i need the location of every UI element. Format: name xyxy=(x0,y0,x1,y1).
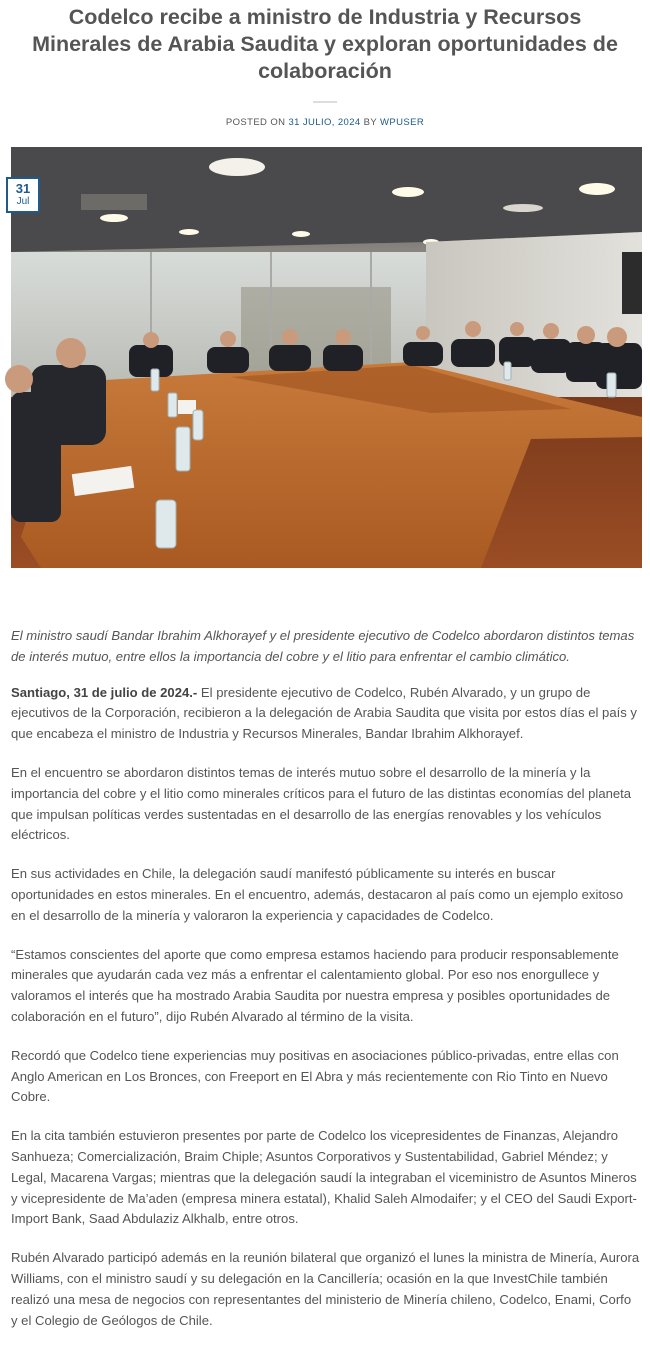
paragraph-5: Recordó que Codelco tiene experiencias muy positivas en asociaciones público-privadas, entre ellas con Anglo American en Los Bronces, con Freeport en El Abra y más recientemente con Rio Tinto en Nuevo Cobre. xyxy=(11,1047,619,1105)
paragraph-6: En la cita también estuvieron presentes por parte de Codelco los vicepresidentes de Finanzas, Alejandro Sanhueza; Comercialización, Braim Chiple; Asuntos Corporativos y Sustentabilidad, Gabriel Méndez; y Legal, Macarena Vargas; mientras que la delegación saudí la integraban el viceministro de Asuntos Mineros y vicepresidente de Ma’aden (empresa minera estatal), Khalid Saleh Almodaifer; y el CEO del Saudi Export-Import Bank, Saad Abdulaziz Alkhalb, entre otros. xyxy=(11,1128,637,1227)
article-body xyxy=(11,626,641,1349)
paragraph-1 xyxy=(11,683,641,745)
by-label: BY xyxy=(363,117,377,128)
featured-image xyxy=(11,147,642,568)
dateline: Santiago, 31 de julio de 2024.- xyxy=(11,684,198,700)
paragraph-3: En sus actividades en Chile, la delegación saudí manifestó públicamente su interés en buscar oportunidades en estos minerales. En el encuentro, además, destacaron al país como un ejemplo exitoso en el desarrollo de la minería y valoraron la experiencia y capacidades de Codelco. xyxy=(11,866,624,923)
badge-day: 31 xyxy=(15,181,31,196)
lead-paragraph: El ministro saudí Bandar Ibrahim Alkhorayef y el presidente ejecutivo de Codelco abordaron distintos temas de interés mutuo, entre ellos la importancia del cobre y el litio para enfrentar el cambio climático. xyxy=(11,628,635,664)
paragraph-1-text: El presidente ejecutivo de Codelco, Rubén Alvarado, y un grupo de ejecutivos de la Corporación, recibieron a la delegación de Arabia Saudita que visita por estos días el país y que encabeza el ministro de Industria y Recursos Minerales, Bandar Ibrahim Alkhorayef. xyxy=(11,684,637,742)
paragraph-4: “Estamos conscientes del aporte que como empresa estamos haciendo para producir responsablemente minerales que ayudarán cada vez más a enfrentar el calentamiento global. Por eso nos enorgullece y valoramos el interés que ha mostrado Arabia Saudita por nuestra empresa y posibles oportunidades de colaboración en el futuro”, dijo Rubén Alvarado al término de la visita. xyxy=(11,946,619,1024)
author-link[interactable]: WPUSER xyxy=(380,117,425,128)
title-divider xyxy=(313,101,337,103)
posted-on-label: POSTED ON xyxy=(225,117,286,128)
article-title: Codelco recibe a ministro de Industria y Recursos Minerales de Arabia Saudita y exploran oportunidades de colaboración xyxy=(32,5,618,83)
badge-month: Jul xyxy=(16,196,30,207)
paragraph-2: En el encuentro se abordaron distintos temas de interés mutuo sobre el desarrollo de la minería y la importancia del cobre y el litio como minerales críticos para el futuro de las distintas economías del planeta que impulsan políticas verdes sustentadas en el desarrollo de las energías renovables y los vehículos eléctricos. xyxy=(11,764,632,843)
post-meta xyxy=(0,117,650,128)
post-date-badge xyxy=(6,177,40,213)
paragraph-7: Rubén Alvarado participó además en la reunión bilateral que organizó el lunes la ministra de Minería, Aurora Williams, con el ministro saudí y su delegación en la Cancillería; ocasión en la que InvestChile también realizó una mesa de negocios con representantes del ministerio de Minería chileno, Codelco, Enami, Corfo y el Colegio de Geólogos de Chile. xyxy=(11,1250,640,1328)
post-date-link[interactable]: 31 JULIO, 2024 xyxy=(288,117,361,128)
meeting-room-photo xyxy=(11,147,642,568)
